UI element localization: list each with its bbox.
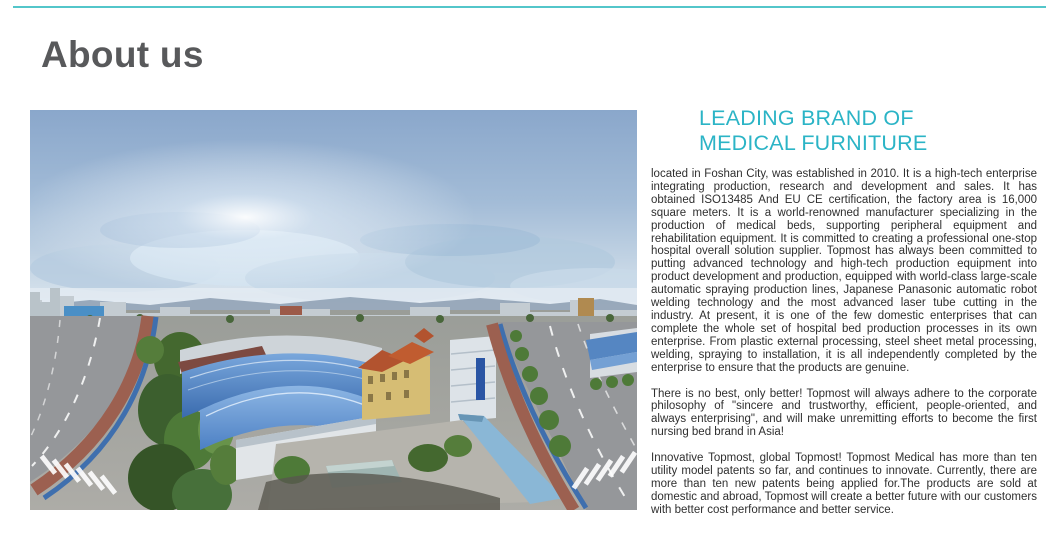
page-title: About us [41,34,204,75]
about-paragraph-2: There is no best, only better! Topmost will always adhere to the corporate philosophy of "sincere and trustworthy, efficient, people-oriented, and always enterprising", and will make unremitting efforts to become the first nursing bed brand in Asia! [651,387,1037,439]
top-divider [13,6,1046,8]
about-paragraph-3: Innovative Topmost, global Topmost! Topmost Medical has more than ten utility model patents so far, and continues to innovate. Currently, there are more than ten new patents being applied for.The products are sold at domestic and abroad, Topmost will create a better future with our customers with better cost performance and better service. [651,452,1037,516]
factory-panorama-photo [30,110,637,510]
about-text-column [651,106,1037,530]
about-paragraph-1: located in Foshan City, was established in 2010. It is a high-tech enterprise integrating production, research and development and sales. It has obtained ISO13485 And EU CE certification, the factory area is 16,000 square meters. It is a world-renowned manufacturer specializing in the production of medical beds, supporting peripheral equipment and rehabilitation equipment. It is committed to creating a professional one-stop hospital overall solution supplier. Topmost has always been committed to putting advanced technology and high-tech production equipment into product development and production, equipped with world-class large-scale automatic spraying production lines, Japanese Panasonic automatic robot welding technology and the most advanced laser tube cutting in the industry. At present, it is one of the few domestic enterprises that can complete the whole set of hospital bed production processes in its own enterprise. From plastic external processing, steel sheet metal processing, welding, spraying to installation, it is all independently completed by the enterprise to ensure that the products are genuine. [651,168,1037,374]
section-heading-line1: LEADING BRAND OF [699,106,914,130]
section-heading-line2: MEDICAL FURNITURE [699,131,928,155]
section-heading [651,106,1037,156]
